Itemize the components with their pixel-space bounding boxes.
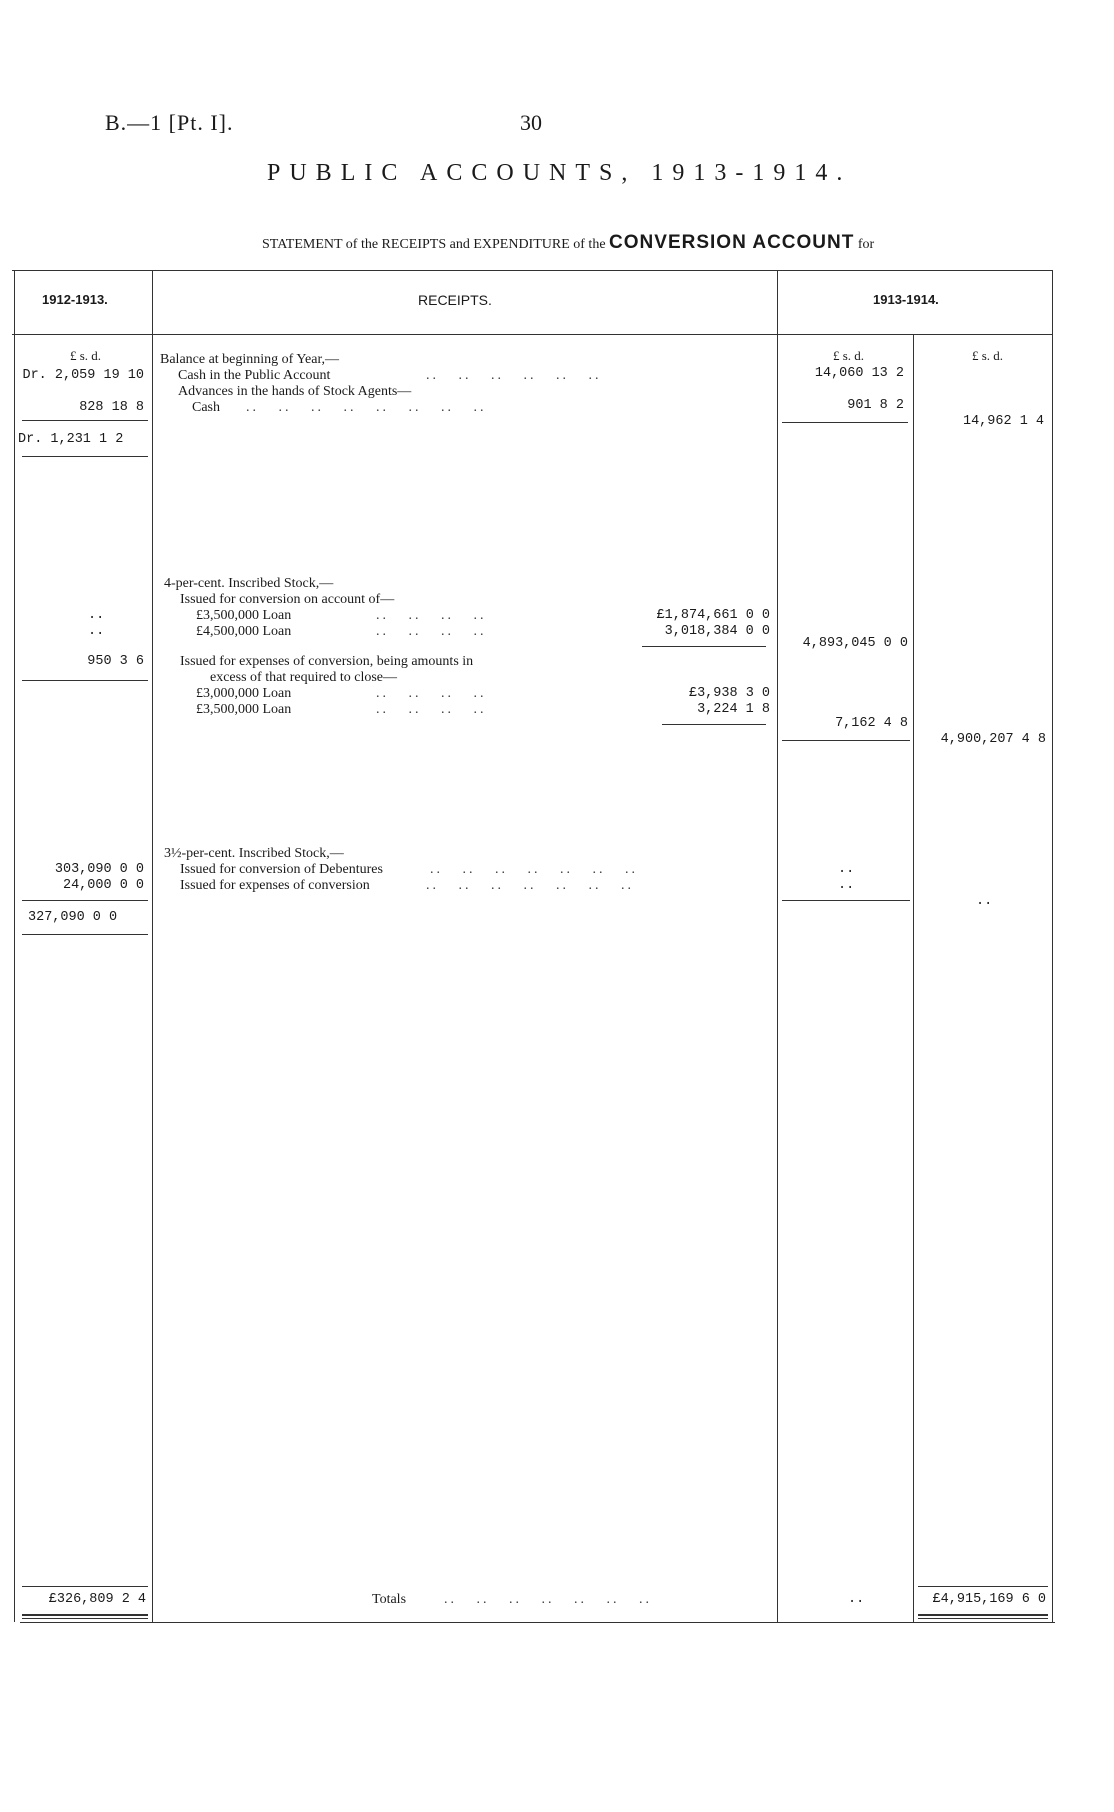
expenses-line2: excess of that required to close— <box>210 670 397 685</box>
rule <box>642 646 766 647</box>
stock4-issued-label: Issued for conversion on account of— <box>180 592 395 607</box>
cur-total-dots: .. <box>848 1592 865 1607</box>
rule <box>22 420 148 421</box>
advances-label: Advances in the hands of Stock Agents— <box>178 384 412 399</box>
rule <box>782 422 908 423</box>
table-bottom-rule <box>20 1622 1055 1623</box>
cur-dots: .. <box>838 878 855 893</box>
statement-heading <box>262 232 874 254</box>
cur-balance-total: 14,962 1 4 <box>962 414 1044 429</box>
prev-grand-total: £326,809 2 4 <box>48 1592 146 1607</box>
table-left-border <box>14 270 15 1622</box>
stock4-total: 4,900,207 4 8 <box>940 732 1046 747</box>
loan-4-5m-amount: 3,018,384 0 0 <box>664 624 770 639</box>
leader-dots: .. .. .. .. .. .. .. <box>430 862 638 877</box>
expenses-conv-label: Issued for expenses of conversion <box>180 878 370 893</box>
table-header-rule <box>12 334 1052 335</box>
loan-3-5m-b-label: £3,500,000 Loan <box>196 702 292 717</box>
rule <box>918 1586 1048 1587</box>
cur-year-heading: 1913-1914. <box>873 292 939 307</box>
leader-dots: .. .. .. .. .. .. .. .. <box>246 400 487 415</box>
document-reference: B.—1 [Pt. I]. <box>105 110 234 135</box>
cur-dots: .. <box>838 862 855 877</box>
balance-title: Balance at beginning of Year,— <box>160 352 340 367</box>
rule <box>662 724 766 725</box>
rule <box>782 900 910 901</box>
total-currency-head: £ s. d. <box>972 348 1004 363</box>
stock4-title: 4-per-cent. Inscribed Stock,— <box>164 576 334 591</box>
table-top-rule <box>12 270 1052 271</box>
rule <box>22 900 148 901</box>
prev-dots: .. <box>88 624 105 639</box>
rule <box>22 680 148 681</box>
prev-cash-amount: 828 18 8 <box>79 400 144 415</box>
prev-dots: .. <box>88 608 105 623</box>
cur-grand-total: £4,915,169 6 0 <box>932 1592 1046 1607</box>
cur-currency-head: £ s. d. <box>833 348 865 363</box>
leader-dots: .. .. .. .. .. .. <box>426 368 602 383</box>
rule <box>782 740 910 741</box>
expenses-line1: Issued for expenses of conversion, being amounts in <box>180 654 474 669</box>
rule <box>22 1586 148 1587</box>
double-rule <box>22 1618 148 1619</box>
double-rule <box>918 1614 1048 1616</box>
leader-dots: .. .. .. .. <box>376 624 487 639</box>
double-rule <box>918 1618 1048 1619</box>
loan-3-5m-b-amount: 3,224 1 8 <box>697 702 770 717</box>
leader-dots: .. .. .. .. .. .. .. <box>426 878 634 893</box>
cash-public-label: Cash in the Public Account <box>178 368 331 383</box>
prev-expenses-amount: 950 3 6 <box>87 654 144 669</box>
table-right-border <box>1052 270 1053 1622</box>
totals-label: Totals <box>372 1592 407 1607</box>
prev-year-heading: 1912-1913. <box>42 292 108 307</box>
loan-3-5m-amount: £1,874,661 0 0 <box>656 608 770 623</box>
prev-dr-amount: Dr. 2,059 19 10 <box>22 368 144 383</box>
rule <box>22 934 148 935</box>
stock35-title: 3½-per-cent. Inscribed Stock,— <box>164 846 344 861</box>
page-number: 30 <box>520 110 542 135</box>
cur-cash-amount: 901 8 2 <box>847 398 904 413</box>
prev-balance-subtotal: Dr. 1,231 1 2 <box>18 432 124 447</box>
leader-dots: .. .. .. .. <box>376 686 487 701</box>
statement-suffix: for <box>857 237 875 252</box>
cur-total-dots: .. <box>976 894 993 909</box>
loans-subtotal: 4,893,045 0 0 <box>802 636 908 651</box>
rule <box>22 456 148 457</box>
leader-dots: .. .. .. .. <box>376 702 487 717</box>
prev-year-divider <box>152 270 153 1622</box>
debentures-label: Issued for conversion of Debentures <box>180 862 383 877</box>
expenses-subtotal: 7,162 4 8 <box>835 716 908 731</box>
cur-cash-public-amount: 14,060 13 2 <box>814 366 904 381</box>
loan-4-5m-label: £4,500,000 Loan <box>196 624 292 639</box>
prev-stock35-total: 327,090 0 0 <box>28 910 118 925</box>
cash-label: Cash <box>192 400 220 415</box>
double-rule <box>22 1614 148 1616</box>
receipts-divider <box>777 270 778 1622</box>
loan-3-5m-label: £3,500,000 Loan <box>196 608 292 623</box>
prev-debentures-amount: 303,090 0 0 <box>54 862 144 877</box>
prev-currency-head: £ s. d. <box>70 348 102 363</box>
cur-year-inner-divider <box>913 334 914 1622</box>
page-title: PUBLIC ACCOUNTS, 1913-1914. <box>267 160 852 186</box>
receipts-heading: RECEIPTS. <box>418 292 492 308</box>
loan-3m-label: £3,000,000 Loan <box>196 686 292 701</box>
leader-dots: .. .. .. .. .. .. .. <box>444 1592 652 1607</box>
account-name: CONVERSION ACCOUNT <box>609 232 855 253</box>
leader-dots: .. .. .. .. <box>376 608 487 623</box>
loan-3m-amount: £3,938 3 0 <box>688 686 770 701</box>
prev-expenses-conv-amount: 24,000 0 0 <box>62 878 144 893</box>
statement-prefix: STATEMENT of the RECEIPTS and EXPENDITURE of the <box>262 237 606 252</box>
